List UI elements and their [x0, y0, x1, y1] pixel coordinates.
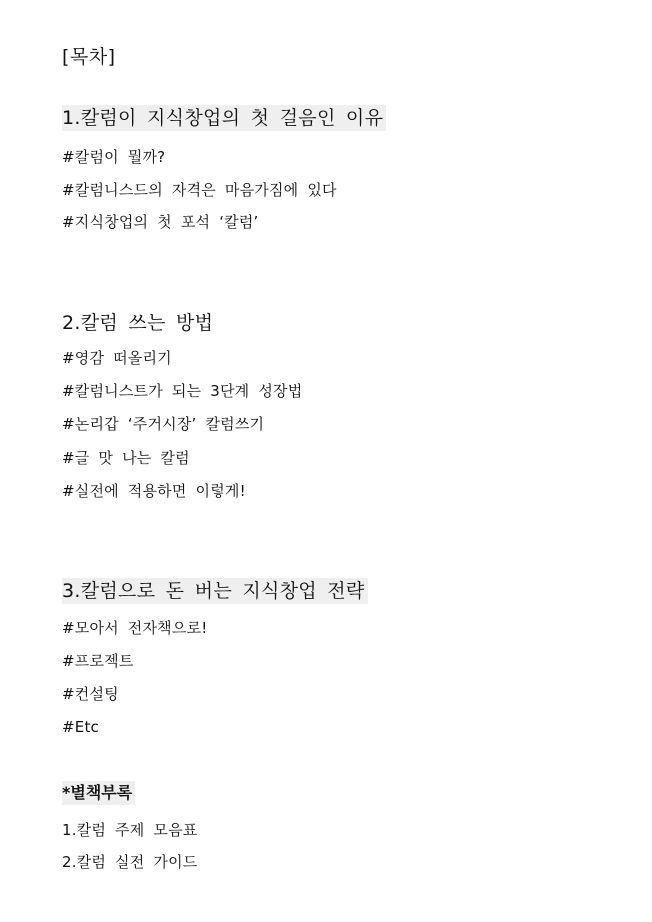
toc-title: [목차]: [62, 46, 116, 68]
section-2-item-2: #칼럼니스트가 되는 3단계 성장법: [62, 382, 303, 400]
appendix-item-2: 2.칼럼 실전 가이드: [62, 853, 198, 871]
section-1-item-2: #칼럼니스드의 자격은 마음가짐에 있다: [62, 181, 337, 199]
section-3-heading: 3.칼럼으로 돈 버는 지식창업 전략: [62, 578, 368, 604]
section-2-item-1: #영감 떠올리기: [62, 349, 172, 367]
section-2-heading: 2.칼럼 쓰는 방법: [62, 312, 214, 334]
appendix-heading: *별책부록: [62, 781, 135, 805]
section-1-heading: 1.칼럼이 지식창업의 첫 걸음인 이유: [62, 105, 386, 131]
section-1-item-3: #지식창업의 첫 포석 ‘칼럼’: [62, 213, 259, 231]
section-3-item-3: #컨설팅: [62, 685, 119, 703]
section-2-item-5: #실전에 적용하면 이렇게!: [62, 482, 246, 500]
section-3-item-4: #Etc: [62, 718, 99, 736]
section-2-item-3: #논리갑 ‘주거시장’ 칼럼쓰기: [62, 415, 265, 433]
appendix-item-1: 1.칼럼 주제 모음표: [62, 821, 198, 839]
section-3-item-2: #프로젝트: [62, 652, 134, 670]
section-1-item-1: #칼럼이 뭘까?: [62, 148, 166, 166]
section-2-item-4: #글 맛 나는 칼럼: [62, 449, 190, 467]
section-3-item-1: #모아서 전자책으로!: [62, 619, 208, 637]
